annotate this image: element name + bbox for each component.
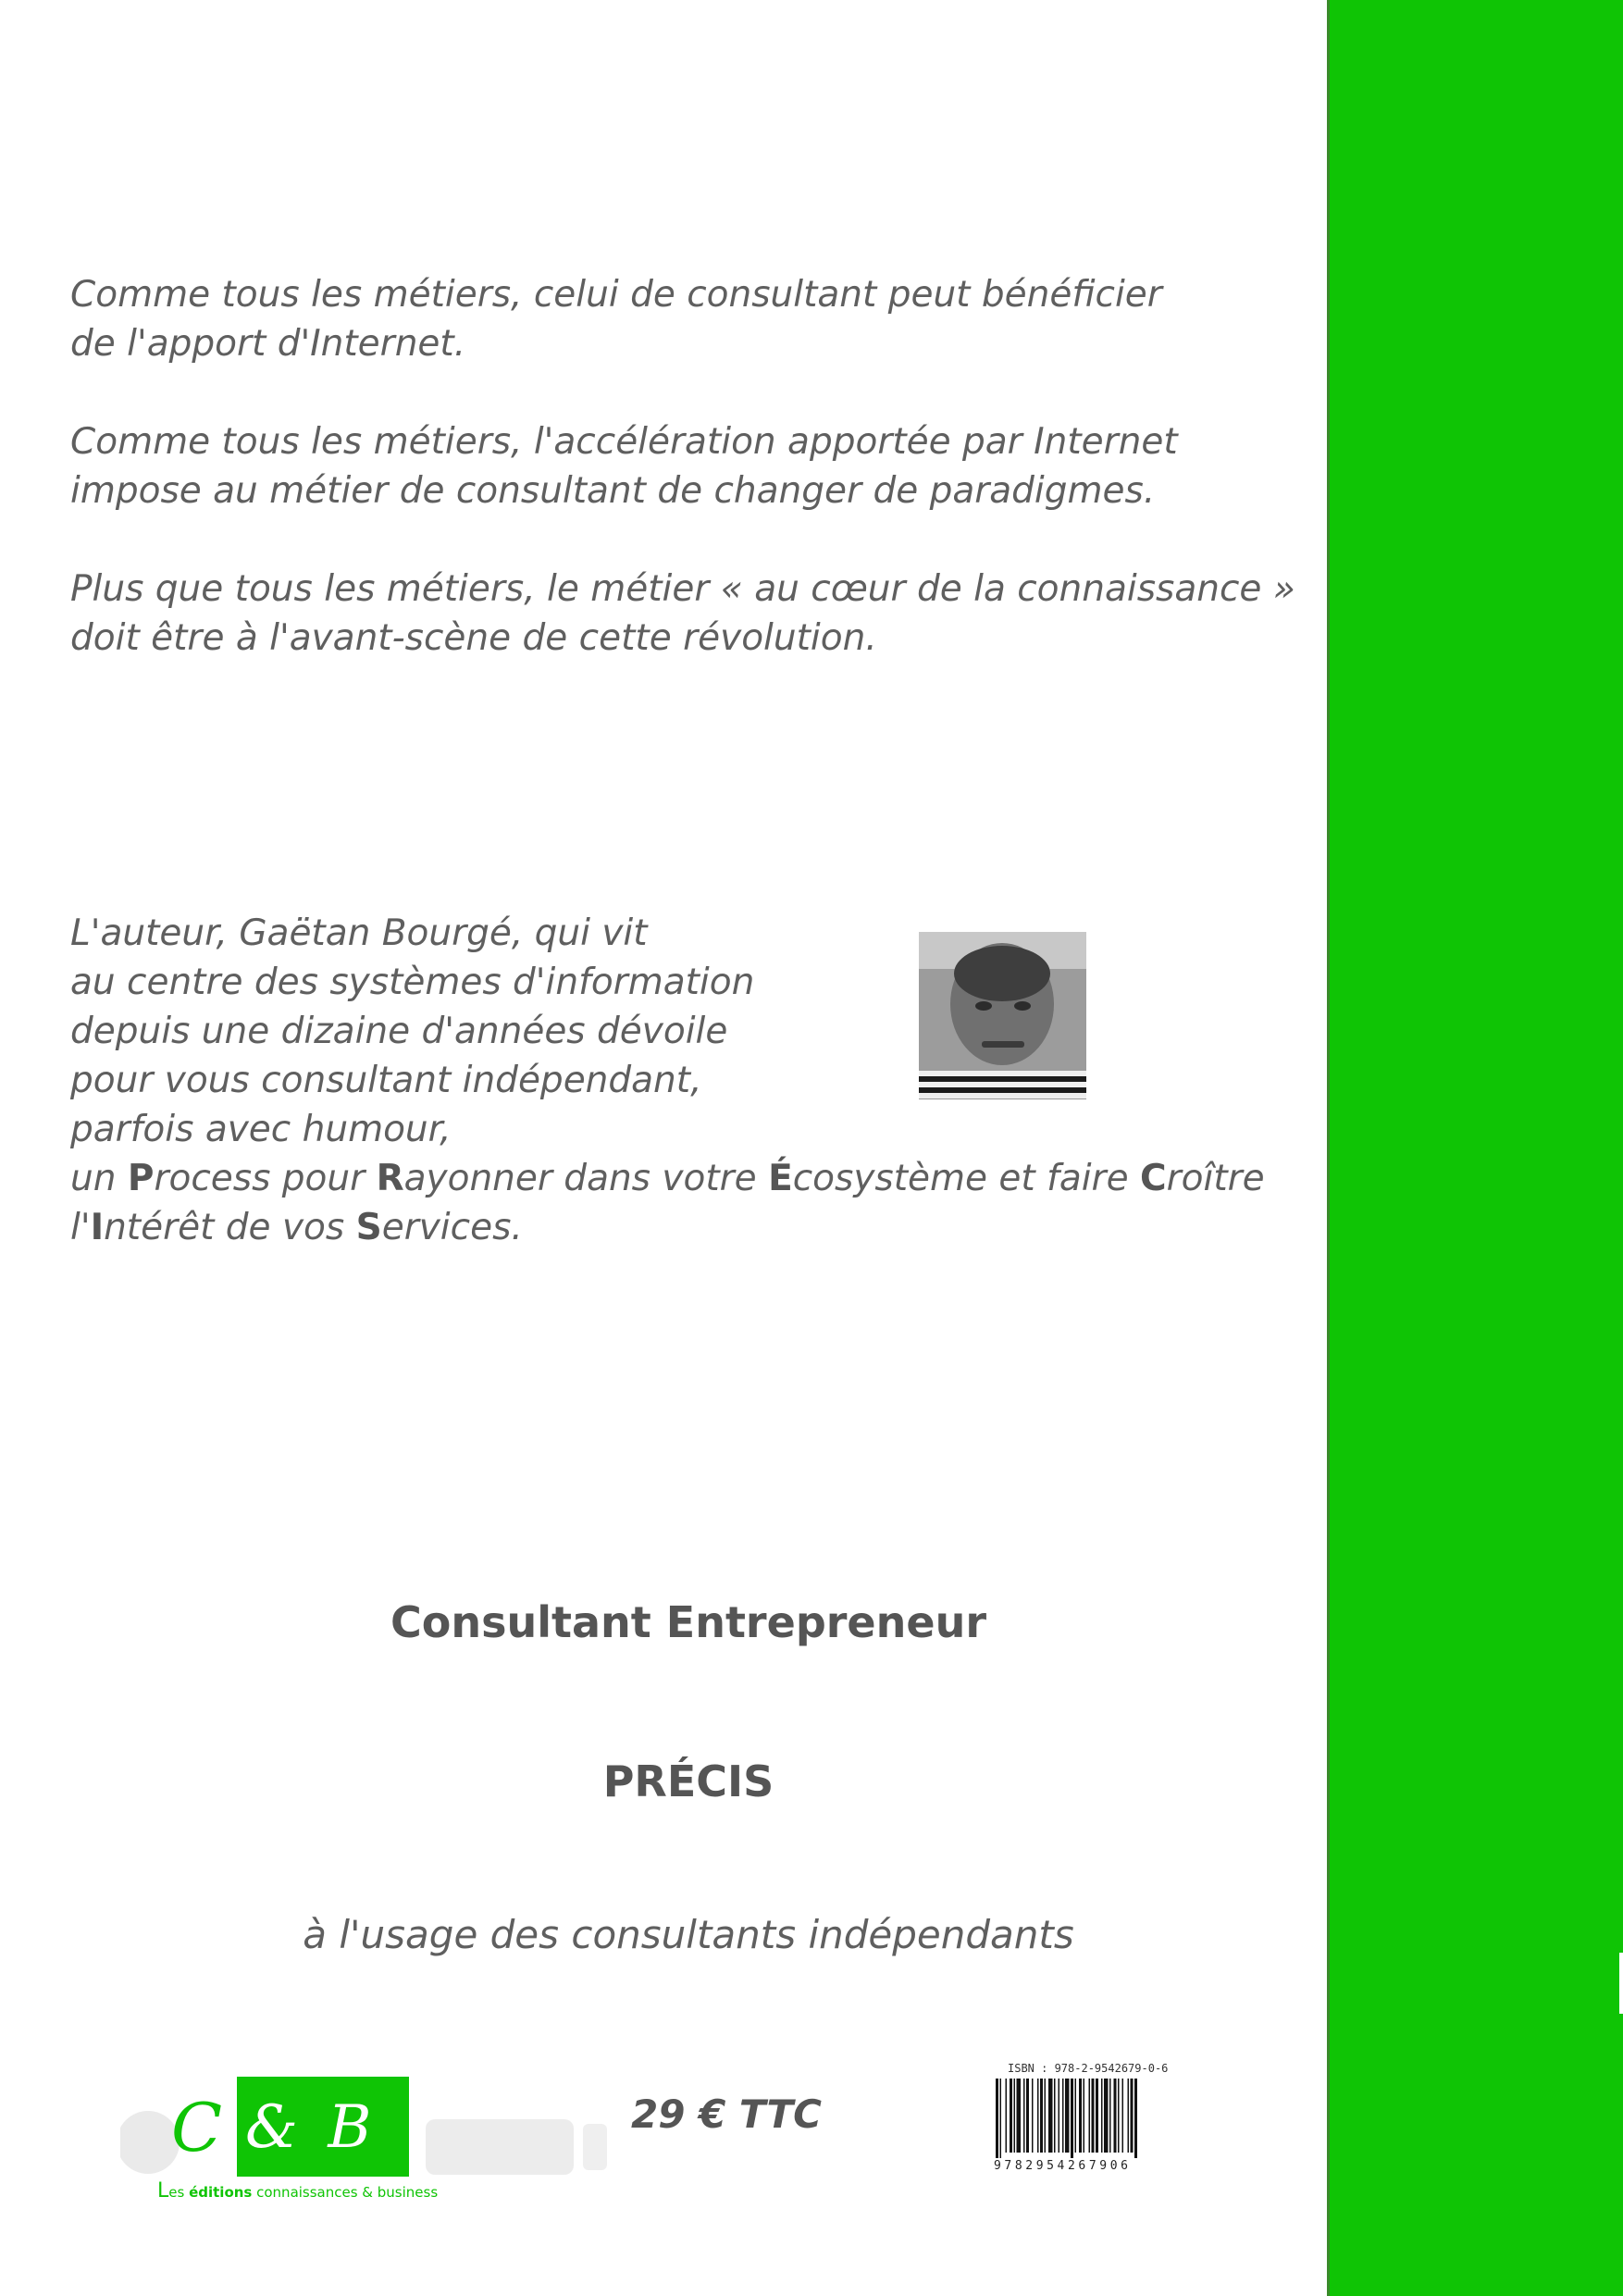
intro-paragraph-2: Comme tous les métiers, l'accélération apportée par Internet impose au métier de consultant de changer de paradigmes. [70,421,1178,512]
spine-notch [1619,1953,1623,2014]
publisher-tagline: Les éditions connaissances & business [157,2179,439,2203]
publisher-logo-letter-c: C [171,2089,223,2166]
price: 29 € TTC [631,2091,823,2137]
book-subtitle-precis: PRÉCIS [602,1756,774,1806]
acronym-line-1: un Process pour Rayonner dans votre Écosystème et faire Croître [70,1158,1265,1199]
publisher-logo-letters: & B [245,2093,378,2162]
intro-paragraph-3: Plus que tous les métiers, le métier « au cœur de la connaissance » doit être à l'avant-scène de cette révolution. [70,568,1295,659]
acronym-line-2: l'Intérêt de vos Services. [70,1207,523,1248]
barcode-icon [994,2079,1184,2160]
intro-paragraph-1: Comme tous les métiers, celui de consultant peut bénéficier de l'apport d'Internet. [70,274,1162,365]
barcode-digits: 9782954267906 [994,2159,1132,2173]
author-photo [919,932,1086,1099]
book-title: Consultant Entrepreneur [390,1597,987,1647]
author-paragraph: L'auteur, Gaëtan Bourgé, qui vit au centre des systèmes d'information depuis une dizaine d'années dévoile pour vous consultant indépendant, parfois avec humour, un Process pour Rayonner dans votre Écosystème et faire Croître l'Intérêt de vos Services. [70,912,1265,1248]
book-tagline: à l'usage des consultants indépendants [303,1912,1074,1957]
isbn-label: ISBN : 978-2-9542679-0-6 [1008,2062,1169,2075]
